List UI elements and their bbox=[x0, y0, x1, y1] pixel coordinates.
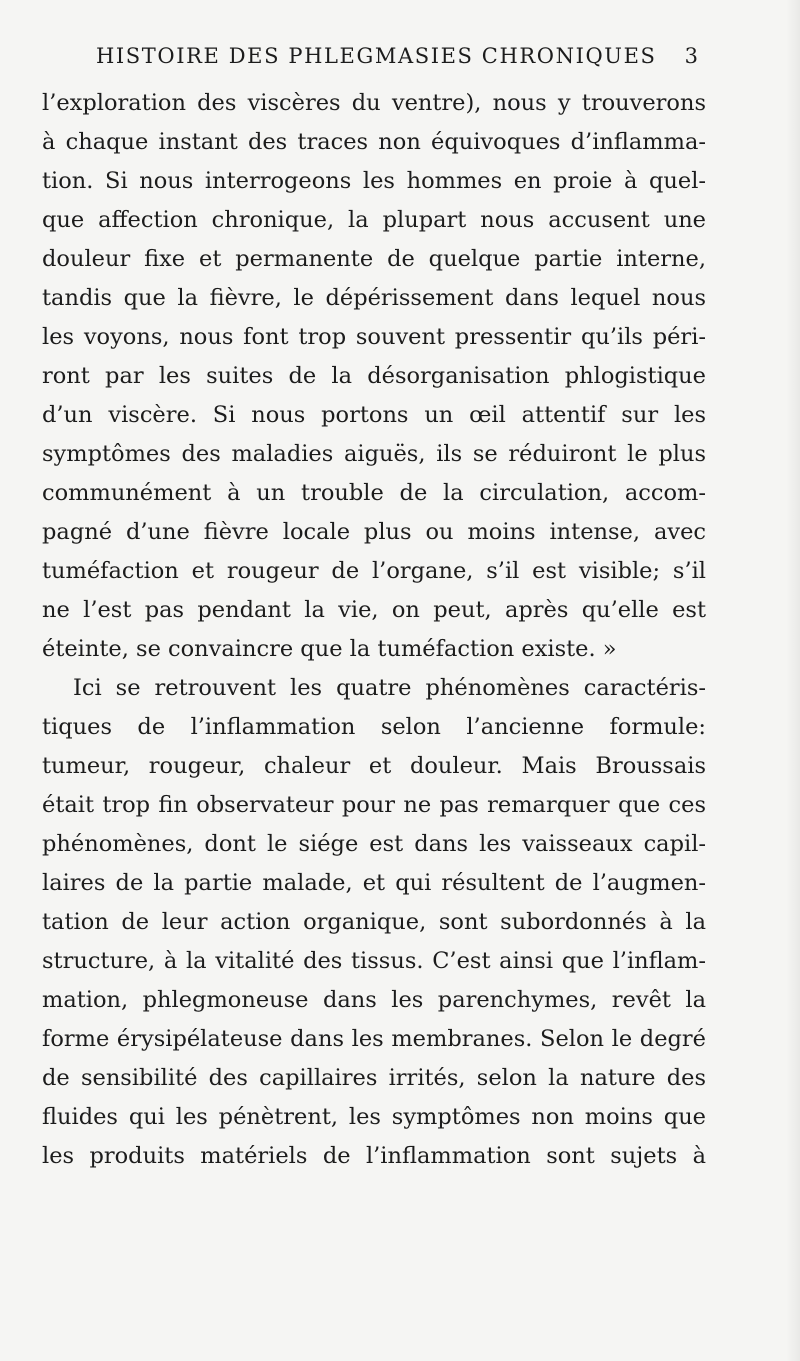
text-line: tumeur, rougeur, chaleur et douleur. Mais Broussais bbox=[42, 753, 706, 779]
text-line: les voyons, nous font trop souvent pressentir qu’ils péri- bbox=[42, 324, 706, 350]
text-line: de sensibilité des capillaires irrités, selon la nature des bbox=[42, 1065, 706, 1091]
text-line: tion. Si nous interrogeons les hommes en proie à quel- bbox=[42, 168, 706, 194]
text-line: symptômes des maladies aiguës, ils se réduiront le plus bbox=[42, 441, 706, 467]
text-line: à chaque instant des traces non équivoques d’inflamma- bbox=[42, 129, 706, 155]
text-line: éteinte, se convaincre que la tuméfaction existe. » bbox=[42, 636, 617, 662]
text-line: était trop fin observateur pour ne pas remarquer que ces bbox=[42, 792, 706, 818]
text-line: forme érysipélateuse dans les membranes. Selon le degré bbox=[42, 1026, 706, 1052]
text-line: d’un viscère. Si nous portons un œil attentif sur les bbox=[42, 402, 706, 428]
paragraph-start-line: Ici se retrouvent les quatre phénomènes caractéris- bbox=[73, 675, 706, 701]
page-number: 3 bbox=[684, 44, 698, 68]
text-line: structure, à la vitalité des tissus. C’est ainsi que l’inflam- bbox=[42, 948, 706, 974]
text-line: tandis que la fièvre, le dépérissement dans lequel nous bbox=[42, 285, 706, 311]
body-text bbox=[42, 84, 706, 1176]
text-line: pagné d’une fièvre locale plus ou moins intense, avec bbox=[42, 519, 706, 545]
text-line: ront par les suites de la désorganisation phlogistique bbox=[42, 363, 706, 389]
scan-edge-shadow bbox=[786, 0, 800, 1361]
text-line: que affection chronique, la plupart nous accusent une bbox=[42, 207, 706, 233]
text-line: fluides qui les pénètrent, les symptômes non moins que bbox=[42, 1104, 706, 1130]
text-line: douleur fixe et permanente de quelque partie interne, bbox=[42, 246, 706, 272]
text-line: communément à un trouble de la circulation, accom- bbox=[42, 480, 706, 506]
text-line: tuméfaction et rougeur de l’organe, s’il est visible; s’il bbox=[42, 558, 706, 584]
text-line: phénomènes, dont le siége est dans les vaisseaux capil- bbox=[42, 831, 706, 857]
text-line: mation, phlegmoneuse dans les parenchymes, revêt la bbox=[42, 987, 706, 1013]
text-line: tation de leur action organique, sont subordonnés à la bbox=[42, 909, 706, 935]
running-head bbox=[96, 38, 698, 78]
text-line: tiques de l’inflammation selon l’ancienne formule: bbox=[42, 714, 706, 740]
text-line: les produits matériels de l’inflammation sont sujets à bbox=[42, 1143, 706, 1169]
text-line: l’exploration des viscères du ventre), nous y trouverons bbox=[42, 90, 706, 116]
text-line: laires de la partie malade, et qui résultent de l’augmen- bbox=[42, 870, 706, 896]
text-line: ne l’est pas pendant la vie, on peut, après qu’elle est bbox=[42, 597, 706, 623]
running-title: HISTOIRE DES PHLEGMASIES CHRONIQUES bbox=[96, 44, 657, 68]
